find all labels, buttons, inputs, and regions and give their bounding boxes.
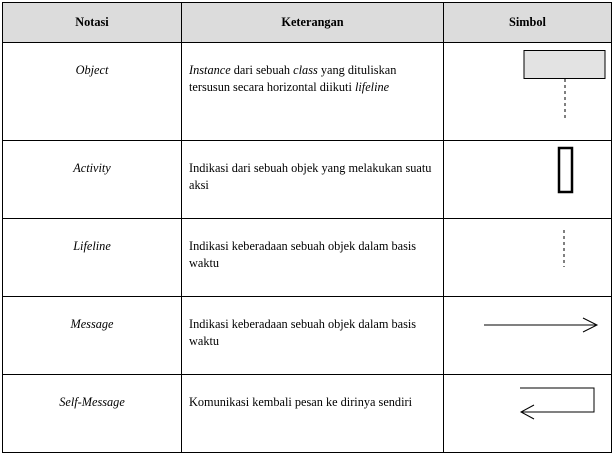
notasi-activity: Activity (3, 141, 182, 219)
message-arrow-icon (444, 297, 612, 355)
table-row-object (3, 43, 612, 141)
keterangan-object-part4: yang dituliskan tersusun secara horizontal diikuti (189, 63, 397, 94)
header-keterangan: Keterangan (182, 3, 444, 43)
keterangan-object-part1: Instance (189, 63, 231, 77)
table-row-message (3, 297, 612, 375)
notasi-object: Object (3, 43, 182, 141)
header-simbol: Simbol (444, 3, 612, 43)
keterangan-activity: Indikasi dari sebuah objek yang melakukan suatu aksi (182, 141, 444, 219)
keterangan-object-part5: lifeline (354, 80, 390, 94)
simbol-object (444, 43, 612, 141)
keterangan-self-message: Komunikasi kembali pesan ke dirinya sendiri (182, 375, 444, 453)
notasi-message: Message (3, 297, 182, 375)
keterangan-message: Indikasi keberadaan sebuah objek dalam basis waktu (182, 297, 444, 375)
table-row-lifeline (3, 219, 612, 297)
table-row-self-message (3, 375, 612, 453)
notasi-table (2, 2, 612, 453)
table-row-activity (3, 141, 612, 219)
keterangan-lifeline: Indikasi keberadaan sebuah objek dalam basis waktu (182, 219, 444, 297)
keterangan-object (182, 43, 444, 141)
simbol-activity (444, 141, 612, 219)
activation-bar-icon (444, 141, 612, 199)
simbol-message (444, 297, 612, 375)
simbol-self-message (444, 375, 612, 453)
keterangan-object-part2: dari sebuah (230, 63, 294, 77)
header-notasi: Notasi (3, 3, 182, 43)
notasi-lifeline: Lifeline (3, 219, 182, 297)
self-message-arrow-icon (444, 375, 612, 433)
object-box-with-lifeline-icon (444, 43, 612, 121)
simbol-lifeline (444, 219, 612, 297)
notasi-self-message: Self-Message (3, 375, 182, 453)
dashed-lifeline-icon (444, 219, 612, 277)
keterangan-object-part3: class (293, 63, 318, 77)
header-row (3, 3, 612, 43)
